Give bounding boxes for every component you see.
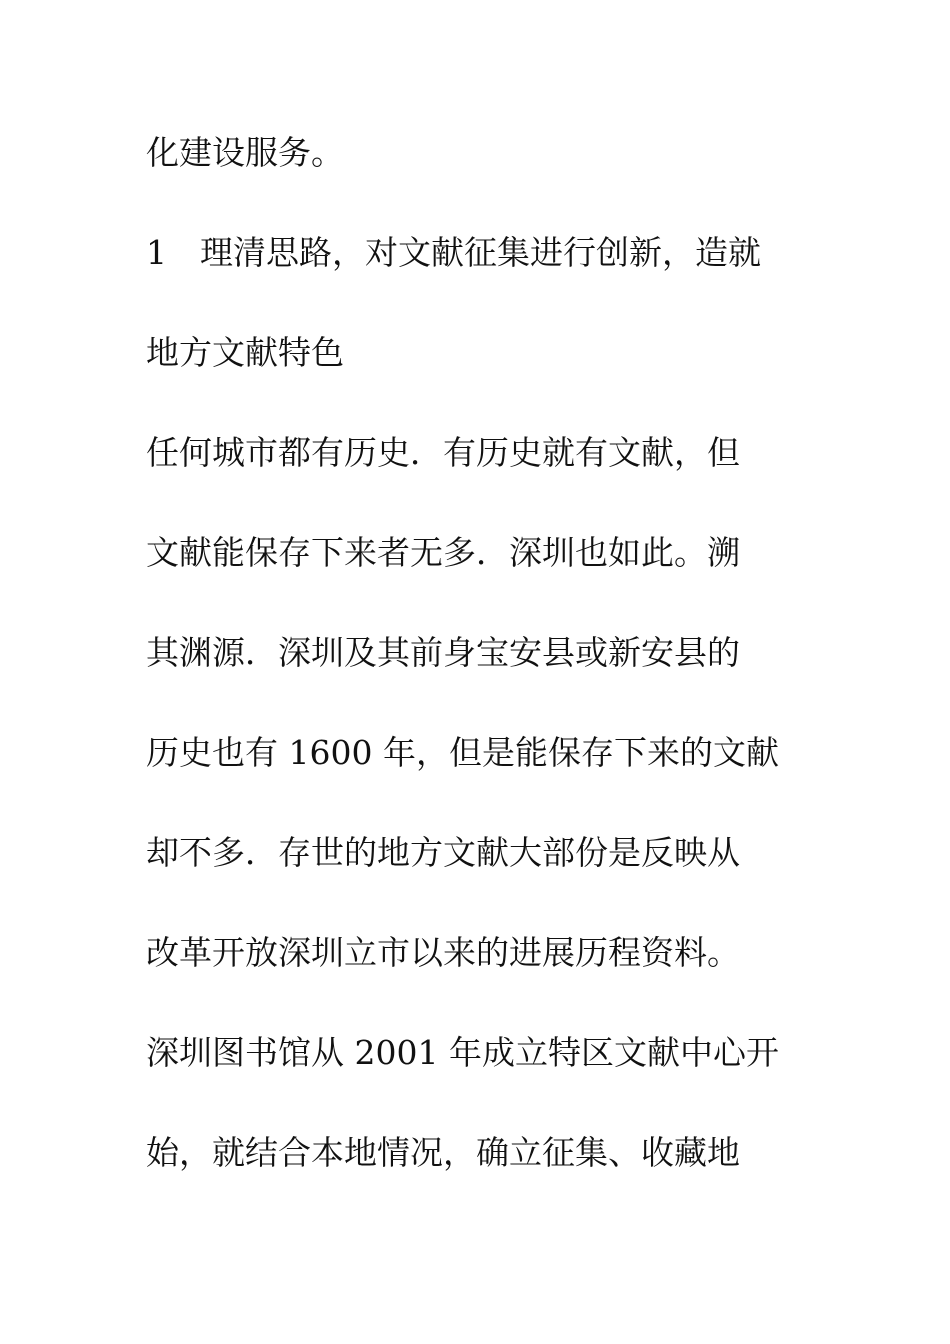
text-line-4: 任何城市都有历史．有历史就有文献，但	[146, 433, 740, 472]
text-line-5: 文献能保存下来者无多．深圳也如此。溯	[146, 533, 740, 572]
text-line-7: 历史也有 1600 年，但是能保存下来的文献	[146, 733, 779, 772]
section-heading-line-1: 1 理清思路，对文献征集进行创新，造就	[146, 233, 761, 272]
text-line-1: 化建设服务。	[146, 133, 344, 172]
text-line-6: 其渊源．深圳及其前身宝安县或新安县的	[146, 633, 740, 672]
text-line-10: 深圳图书馆从 2001 年成立特区文献中心开	[146, 1033, 779, 1072]
text-line-9: 改革开放深圳立市以来的进展历程资料。	[146, 933, 740, 972]
section-heading-line-2: 地方文献特色	[146, 333, 344, 372]
text-line-11: 始，就结合本地情况，确立征集、收藏地	[146, 1133, 740, 1172]
text-line-8: 却不多．存世的地方文献大部份是反映从	[146, 833, 740, 872]
